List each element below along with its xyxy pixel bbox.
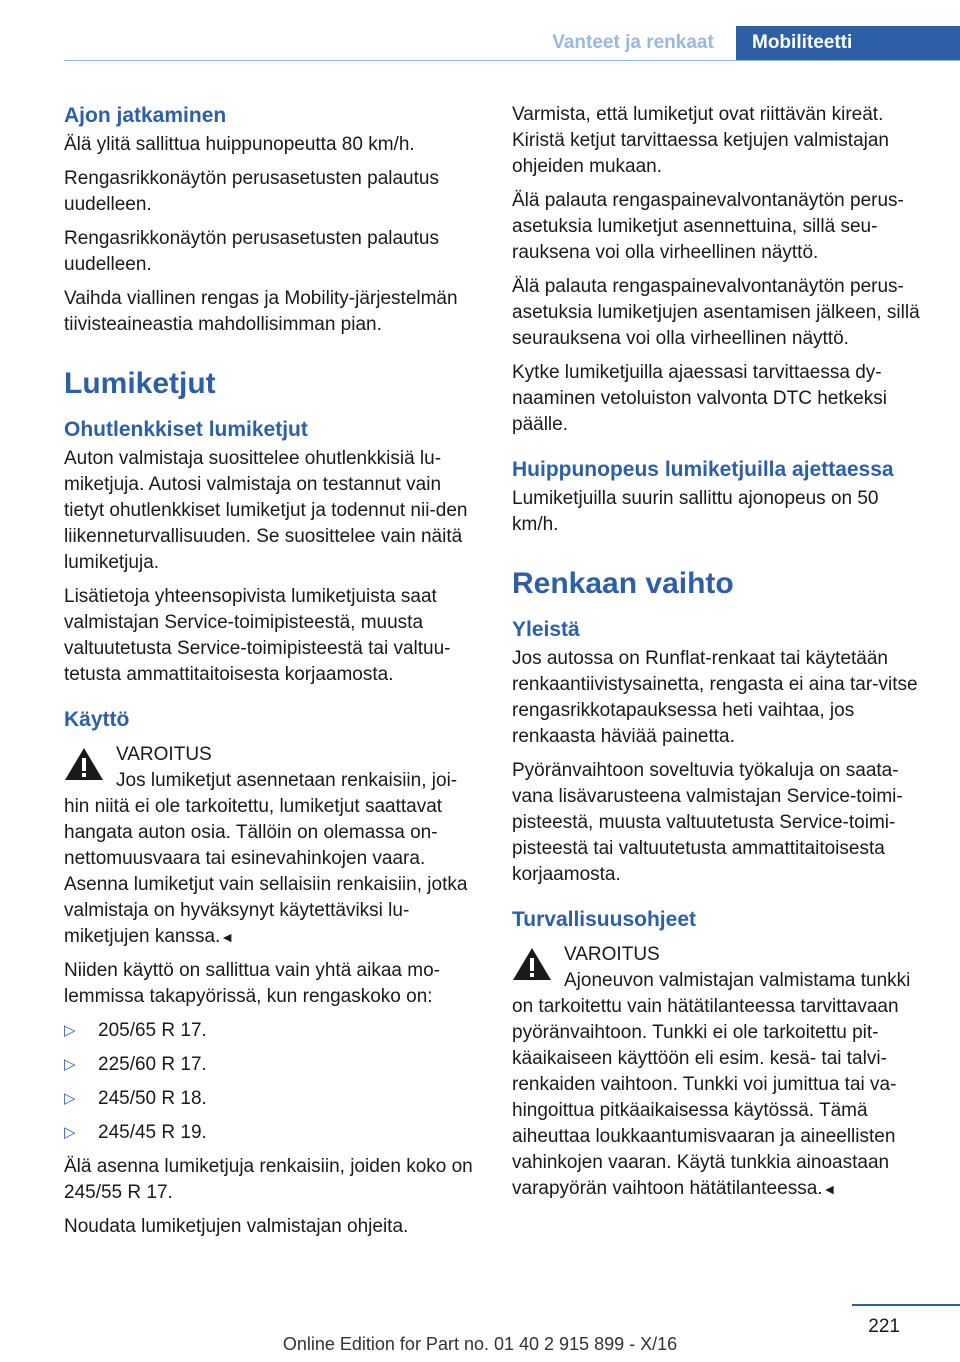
end-mark-icon: ◄: [220, 929, 235, 945]
heading-safety: Turvallisuusohjeet: [512, 908, 696, 931]
paragraph: Noudata lumiketjujen valmistajan ohjeita.: [64, 1216, 409, 1237]
tire-size-list: [64, 1018, 482, 1146]
heading-max-speed: Huippunopeus lumiketjuilla ajettaessa: [512, 458, 894, 481]
header-rule: [64, 60, 960, 61]
edition-footer: Online Edition for Part no. 01 40 2 915 899 - X/16: [282, 1334, 678, 1354]
warning-text: hin niitä ei ole tarkoitettu, lumiketjut saattavat hangata auton osia. Tällöin on olemassa on-nettomuusvaara tai esinevahinkojen vaara. Asenna lumiketjut vain sellaisiin renkaisiin, jotka valmistaja on hyväksynyt käytettäviksi lu-miketjujen kanssa.: [64, 796, 468, 947]
paragraph: Varmista, että lumiketjut ovat riittävän kireät. Kiristä ketjut tarvittaessa ketjujen valmistajan ohjeiden mukaan.: [512, 104, 889, 177]
paragraph: Auton valmistaja suosittelee ohutlenkkisiä lu-miketjuja. Autosi valmistaja on testannut vain tietyt ohutlenkkiset lumiketjut ja todennut nii-den liikenneturvallisuuden. Se suosittelee vain näitä lumiketjuja.: [64, 448, 468, 573]
warning-triangle-icon: [64, 746, 104, 782]
paragraph: Älä asenna lumiketjuja renkaisiin, joiden koko on 245/55 R 17.: [64, 1156, 473, 1203]
list-item: ▷ 245/45 R 19.: [64, 1120, 482, 1146]
paragraph: Kytke lumiketjuilla ajaessasi tarvittaessa dy-naaminen vetoluiston valvonta DTC hetkeksi päälle.: [512, 362, 887, 435]
arrow-bullet-icon: ▷: [64, 1090, 76, 1107]
end-mark-icon: ◄: [822, 1181, 837, 1197]
header-chapter-tab: Mobiliteetti: [736, 26, 960, 60]
paragraph: Älä ylitä sallittua huippunopeutta 80 km/h.: [64, 134, 415, 155]
arrow-bullet-icon: ▷: [64, 1124, 76, 1141]
warning-text: on tarkoitettu vain hätätilanteessa tarvittavaan pyöränvaihtoon. Tunkki ei ole tarkoitettu pit-käaikaiseen käyttöön eli esim. kesä- tai talvi-renkaiden vaihtoon. Tunkki voi jumittua tai va-hingoittua pitkäaikaisessa käytössä. Tämä aiheuttaa loukkaantumisvaaran ja aineellisten vahinkojen vaaran. Käytä tunkkia ainoastaan varapyörän vaihtoon hätätilanteessa.: [512, 996, 899, 1199]
footer-rule: [852, 1304, 960, 1306]
list-item: ▷ 225/60 R 17.: [64, 1052, 482, 1078]
warning-title: VAROITUS: [116, 744, 212, 765]
heading-fine-link-chains: Ohutlenkkiset lumiketjut: [64, 418, 308, 441]
paragraph: Vaihda viallinen rengas ja Mobility-järjestelmän tiivisteaineastia mahdollisimman pian.: [64, 288, 458, 335]
paragraph: Rengasrikkonäytön perusasetusten palautus uudelleen.: [64, 228, 439, 275]
paragraph: Pyöränvaihtoon soveltuvia työkaluja on saata-vana lisävarusteena valmistajan Service-toimi-pisteestä, muusta valtuutetusta Service-toimi-pisteestä tai valtuutetusta ammattitaitoisesta korjaamosta.: [512, 760, 903, 885]
heading-snow-chains: Lumiketjut: [64, 367, 216, 400]
paragraph: Niiden käyttö on sallittua vain yhtä aikaa mo-lemmissa takapyörissä, kun rengaskoko on:: [64, 960, 440, 1007]
paragraph: Rengasrikkonäytön perusasetusten palautus uudelleen.: [64, 168, 439, 215]
heading-general: Yleistä: [512, 618, 580, 641]
left-column: [64, 102, 482, 1248]
paragraph: Lisätietoja yhteensopivista lumiketjuista saat valmistajan Service-toimipisteestä, muusta valtuutetusta Service-toimipisteestä tai valtuu-tetusta ammattitaitoisesta korjaamosta.: [64, 586, 451, 685]
arrow-bullet-icon: ▷: [64, 1022, 76, 1039]
warning-block: [64, 742, 482, 950]
warning-triangle-icon: [512, 946, 552, 982]
warning-block: [512, 942, 930, 1202]
list-item: ▷ 205/65 R 17.: [64, 1018, 482, 1044]
arrow-bullet-icon: ▷: [64, 1056, 76, 1073]
paragraph: Lumiketjuilla suurin sallittu ajonopeus on 50 km/h.: [512, 488, 879, 535]
heading-usage: Käyttö: [64, 708, 130, 731]
list-item: ▷ 245/50 R 18.: [64, 1086, 482, 1112]
warning-text: Jos lumiketjut asennetaan renkaisiin, joi-: [116, 770, 458, 791]
header-section-title: Vanteet ja renkaat: [552, 32, 714, 53]
paragraph: Jos autossa on Runflat-renkaat tai käytetään renkaantiivistysainetta, rengasta ei aina tar-vitse rengasrikkotapauksessa heti vaihtaa, jos renkaasta häviää painetta.: [512, 648, 918, 747]
page-number: 221: [868, 1316, 900, 1337]
right-column: [512, 102, 930, 1210]
heading-continue-driving: Ajon jatkaminen: [64, 104, 227, 127]
paragraph: Älä palauta rengaspainevalvontanäytön perus-asetuksia lumiketjujen asentamisen jälkeen, sillä seurauksena voi olla virheellinen näyttö.: [512, 276, 920, 349]
warning-text: Ajoneuvon valmistajan valmistama tunkki: [564, 970, 911, 991]
heading-tire-change: Renkaan vaihto: [512, 567, 734, 600]
warning-title: VAROITUS: [564, 944, 660, 965]
paragraph: Älä palauta rengaspainevalvontanäytön perus-asetuksia lumiketjut asennettuina, sillä seu-rauksena voi olla virheellinen näyttö.: [512, 190, 904, 263]
